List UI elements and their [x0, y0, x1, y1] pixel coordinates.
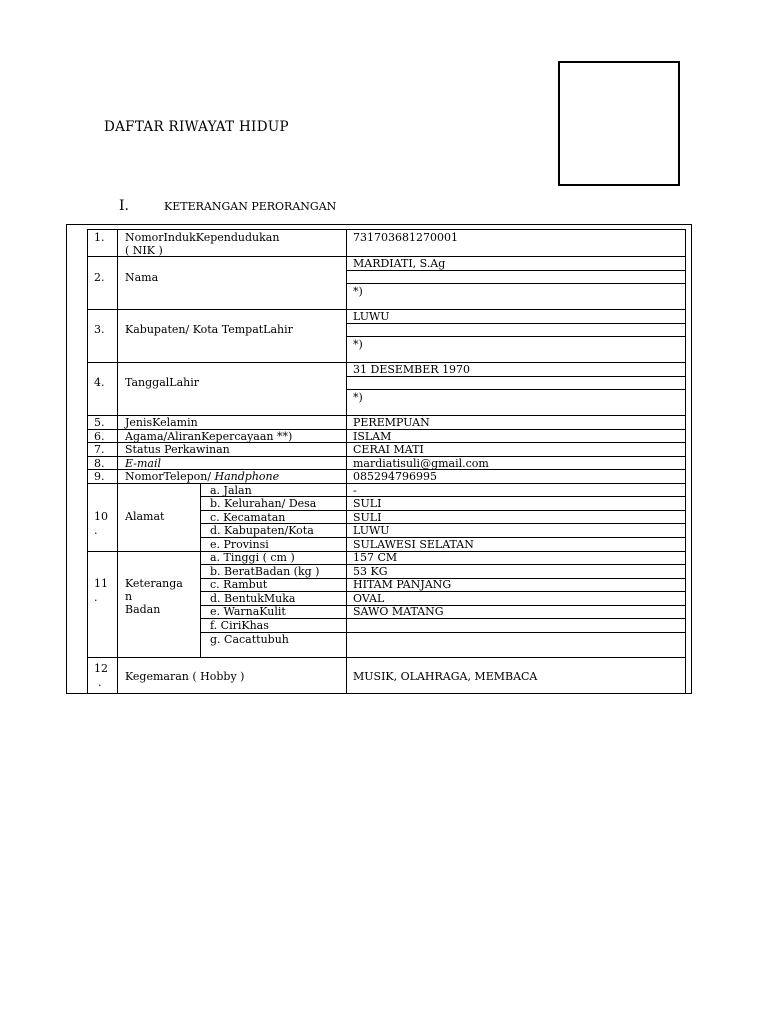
field-label: n — [125, 590, 133, 603]
sub-value: - — [353, 484, 357, 497]
field-value: MARDIATI, S.Ag — [353, 257, 446, 270]
field-label: Nama — [125, 271, 159, 284]
row-number: 11 — [94, 577, 108, 590]
row-number: 12 — [94, 662, 108, 675]
sub-value: SULAWESI SELATAN — [353, 538, 474, 551]
sub-label: a. Jalan — [210, 484, 252, 497]
field-label: Alamat — [125, 510, 165, 523]
row-number: 1. — [94, 231, 105, 244]
sub-label: a. Tinggi ( cm ) — [210, 551, 295, 564]
sub-label: g. Cacattubuh — [210, 633, 289, 646]
sub-label: c. Rambut — [210, 578, 268, 591]
field-label: TanggalLahir — [125, 376, 200, 389]
field-note: *) — [353, 391, 363, 404]
row-number: . — [94, 524, 98, 537]
sub-label: d. Kabupaten/Kota — [210, 524, 314, 537]
row-number: 5. — [94, 416, 105, 429]
field-label: Badan — [125, 603, 161, 616]
sub-value: HITAM PANJANG — [353, 578, 452, 591]
sub-label: e. WarnaKulit — [210, 605, 286, 618]
field-value: 085294796995 — [353, 470, 437, 483]
row-number: 10 — [94, 510, 108, 523]
row-number: 2. — [94, 271, 105, 284]
sub-label: c. Kecamatan — [210, 511, 286, 524]
field-label: Kabupaten/ Kota TempatLahir — [125, 323, 293, 336]
sub-label: d. BentukMuka — [210, 592, 296, 605]
field-label: Agama/AliranKepercayaan **) — [125, 430, 293, 443]
field-value: 31 DESEMBER 1970 — [353, 363, 471, 376]
sub-value: 157 CM — [353, 551, 398, 564]
field-label: E-mail — [125, 457, 161, 470]
sub-value: SAWO MATANG — [353, 605, 444, 618]
sub-label: b. BeratBadan (kg ) — [210, 565, 320, 578]
field-note: *) — [353, 338, 363, 351]
field-label: NomorIndukKependudukan — [125, 231, 280, 244]
field-value: 731703681270001 — [353, 231, 458, 244]
field-value: PEREMPUAN — [353, 416, 430, 429]
row-number: 4. — [94, 376, 105, 389]
field-label: NomorTelepon/ Handphone — [125, 470, 280, 483]
row-number: 9. — [94, 470, 105, 483]
sub-value: OVAL — [353, 592, 385, 605]
field-value: CERAI MATI — [353, 443, 424, 456]
row-number: 6. — [94, 430, 105, 443]
photo-box — [558, 61, 680, 186]
page-title: DAFTAR RIWAYAT HIDUP — [104, 119, 289, 135]
field-label: JenisKelamin — [125, 416, 198, 429]
sub-label: b. Kelurahan/ Desa — [210, 497, 317, 510]
sub-value: LUWU — [353, 524, 390, 537]
field-label: ( NIK ) — [125, 244, 163, 257]
sub-label: f. CiriKhas — [210, 619, 269, 632]
row-number: 7. — [94, 443, 105, 456]
row-number: 8. — [94, 457, 105, 470]
field-note: *) — [353, 285, 363, 298]
row-number: . — [94, 591, 98, 604]
field-value: ISLAM — [353, 430, 392, 443]
field-value: LUWU — [353, 310, 390, 323]
field-value: MUSIK, OLAHRAGA, MEMBACA — [353, 670, 538, 683]
row-number: . — [98, 676, 102, 689]
field-label: Kegemaran ( Hobby ) — [125, 670, 245, 683]
sub-value: 53 KG — [353, 565, 388, 578]
field-label: Keteranga — [125, 577, 183, 590]
row-number: 3. — [94, 323, 105, 336]
sub-value: SULI — [353, 511, 382, 524]
sub-label: e. Provinsi — [210, 538, 269, 551]
field-label: Status Perkawinan — [125, 443, 230, 456]
sub-value: SULI — [353, 497, 382, 510]
section-title: KETERANGAN PERORANGAN — [164, 200, 337, 213]
section-number: I. — [119, 198, 129, 214]
field-value: mardiatisuli@gmail.com — [353, 457, 489, 470]
